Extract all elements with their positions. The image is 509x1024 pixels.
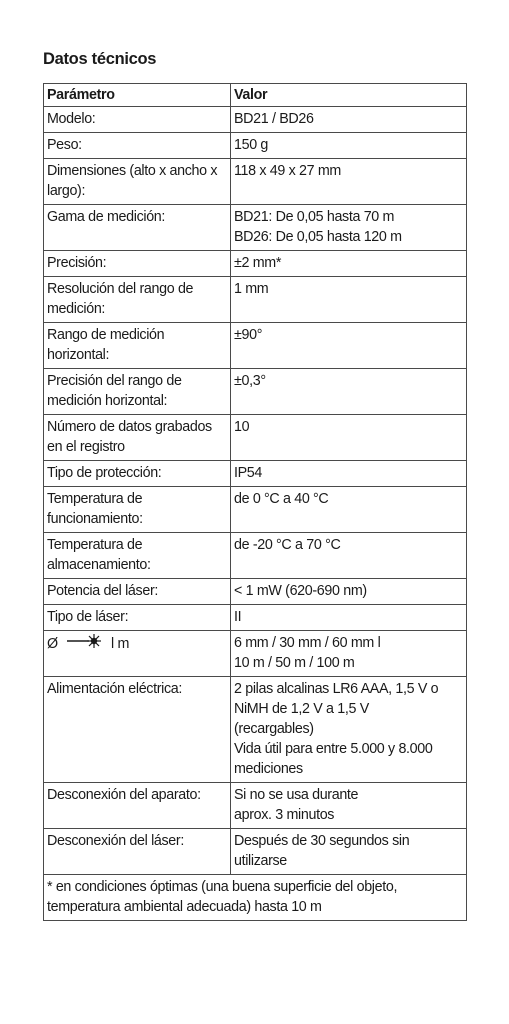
table-row — [44, 107, 467, 133]
value-text: ±90° — [234, 327, 263, 343]
table-body-bottom — [44, 677, 467, 875]
specs-table — [43, 83, 467, 921]
value-text: de -20 °C a 70 °C — [234, 537, 341, 553]
value-text: (recargables) — [234, 721, 314, 737]
value-text: ±2 mm* — [234, 255, 282, 271]
value-text: Vida útil para entre 5.000 y 8.000 — [234, 741, 433, 757]
column-header-parameter: Parámetro — [44, 84, 231, 107]
value-text: 150 g — [234, 137, 269, 153]
table-body-top — [44, 107, 467, 631]
table-row — [44, 461, 467, 487]
table-row — [44, 159, 467, 205]
value-cell — [231, 369, 467, 415]
parameter-text: Precisión del rango de — [47, 373, 182, 389]
page-title: Datos técnicos — [43, 50, 157, 68]
parameter-cell — [44, 251, 231, 277]
value-cell — [231, 107, 467, 133]
parameter-text: Temperatura de — [47, 537, 143, 553]
parameter-text: Precisión: — [47, 255, 107, 271]
value-text: BD26: De 0,05 hasta 120 m — [234, 229, 402, 245]
parameter-text: Tipo de protección: — [47, 465, 162, 481]
parameter-cell — [44, 677, 231, 783]
value-cell — [231, 415, 467, 461]
value-text: NiMH de 1,2 V a 1,5 V — [234, 701, 369, 717]
parameter-cell — [44, 133, 231, 159]
value-text: 2 pilas alcalinas LR6 AAA, 1,5 V o — [234, 681, 439, 697]
table-body-beam — [44, 631, 467, 677]
value-text: Después de 30 segundos sin — [234, 833, 410, 849]
footnote-cell — [44, 875, 467, 921]
value-text: mediciones — [234, 761, 303, 777]
parameter-cell — [44, 829, 231, 875]
parameter-text: almacenamiento: — [47, 557, 151, 573]
beam-unit-label: l m — [111, 635, 130, 652]
table-row — [44, 829, 467, 875]
table-row — [44, 251, 467, 277]
beam-value-line: 10 m / 50 m / 100 m — [234, 655, 355, 671]
value-cell — [231, 277, 467, 323]
value-text: < 1 mW (620-690 nm) — [234, 583, 367, 599]
value-cell — [231, 677, 467, 783]
parameter-text: Rango de medición — [47, 327, 165, 343]
table-row — [44, 579, 467, 605]
value-cell — [231, 783, 467, 829]
parameter-cell — [44, 323, 231, 369]
table-body-footnote — [44, 875, 467, 921]
parameter-cell — [44, 783, 231, 829]
value-text: 10 — [234, 419, 250, 435]
parameter-text: Desconexión del aparato: — [47, 787, 201, 803]
table-row — [44, 369, 467, 415]
table-row — [44, 205, 467, 251]
value-cell — [231, 829, 467, 875]
value-text: de 0 °C a 40 °C — [234, 491, 329, 507]
diameter-symbol: Ø — [47, 635, 58, 652]
value-cell — [231, 205, 467, 251]
table-row — [44, 783, 467, 829]
parameter-text: Potencia del láser: — [47, 583, 158, 599]
parameter-text: Número de datos grabados — [47, 419, 212, 435]
parameter-cell — [44, 487, 231, 533]
parameter-cell — [44, 415, 231, 461]
parameter-text: Desconexión del láser: — [47, 833, 184, 849]
value-cell — [231, 251, 467, 277]
parameter-cell — [44, 579, 231, 605]
value-text: 1 mm — [234, 281, 269, 297]
value-text: aprox. 3 minutos — [234, 807, 335, 823]
parameter-text: medición: — [47, 301, 106, 317]
value-text: ±0,3° — [234, 373, 266, 389]
table-row — [44, 133, 467, 159]
parameter-cell — [44, 205, 231, 251]
parameter-cell — [44, 277, 231, 323]
parameter-cell — [44, 533, 231, 579]
parameter-cell — [44, 605, 231, 631]
footnote-line: * en condiciones óptimas (una buena superficie del objeto, — [47, 879, 398, 895]
footnote-line: temperatura ambiental adecuada) hasta 10 m — [47, 899, 322, 915]
parameter-text: funcionamiento: — [47, 511, 143, 527]
parameter-text: Tipo de láser: — [47, 609, 129, 625]
parameter-cell — [44, 461, 231, 487]
parameter-text: Resolución del rango de — [47, 281, 194, 297]
parameter-text: Modelo: — [47, 111, 96, 127]
value-cell — [231, 461, 467, 487]
table-row — [44, 487, 467, 533]
parameter-text: Gama de medición: — [47, 209, 166, 225]
value-cell — [231, 487, 467, 533]
beam-value-cell — [231, 631, 467, 677]
footnote-row — [44, 875, 467, 921]
value-text: BD21 / BD26 — [234, 111, 314, 127]
parameter-cell — [44, 369, 231, 415]
table-row — [44, 605, 467, 631]
parameter-text: horizontal: — [47, 347, 110, 363]
table-header-row — [44, 84, 467, 107]
value-cell — [231, 133, 467, 159]
beam-symbol-cell — [44, 631, 231, 677]
parameter-text: Dimensiones (alto x ancho x — [47, 163, 218, 179]
parameter-text: Temperatura de — [47, 491, 143, 507]
value-text: IP54 — [234, 465, 263, 481]
value-cell — [231, 323, 467, 369]
value-text: II — [234, 609, 242, 625]
table-row — [44, 415, 467, 461]
table-row — [44, 323, 467, 369]
beam-value-line: 6 mm / 30 mm / 60 mm l — [234, 635, 381, 651]
parameter-text: medición horizontal: — [47, 393, 168, 409]
value-cell — [231, 533, 467, 579]
parameter-cell — [44, 159, 231, 205]
parameter-text: largo): — [47, 183, 86, 199]
column-header-value: Valor — [231, 84, 467, 107]
parameter-text: Alimentación eléctrica: — [47, 681, 182, 697]
value-text: utilizarse — [234, 853, 287, 869]
parameter-text: Peso: — [47, 137, 82, 153]
document-page — [43, 47, 465, 921]
value-text: 118 x 49 x 27 mm — [234, 163, 341, 179]
value-cell — [231, 159, 467, 205]
value-cell — [231, 579, 467, 605]
value-cell — [231, 605, 467, 631]
value-text: BD21: De 0,05 hasta 70 m — [234, 209, 395, 225]
table-row — [44, 277, 467, 323]
table-row-beam — [44, 631, 467, 677]
parameter-cell — [44, 107, 231, 133]
table-row — [44, 677, 467, 783]
value-text: Si no se usa durante — [234, 787, 359, 803]
parameter-text: en el registro — [47, 439, 125, 455]
table-row — [44, 533, 467, 579]
laser-beam-icon — [67, 633, 105, 655]
